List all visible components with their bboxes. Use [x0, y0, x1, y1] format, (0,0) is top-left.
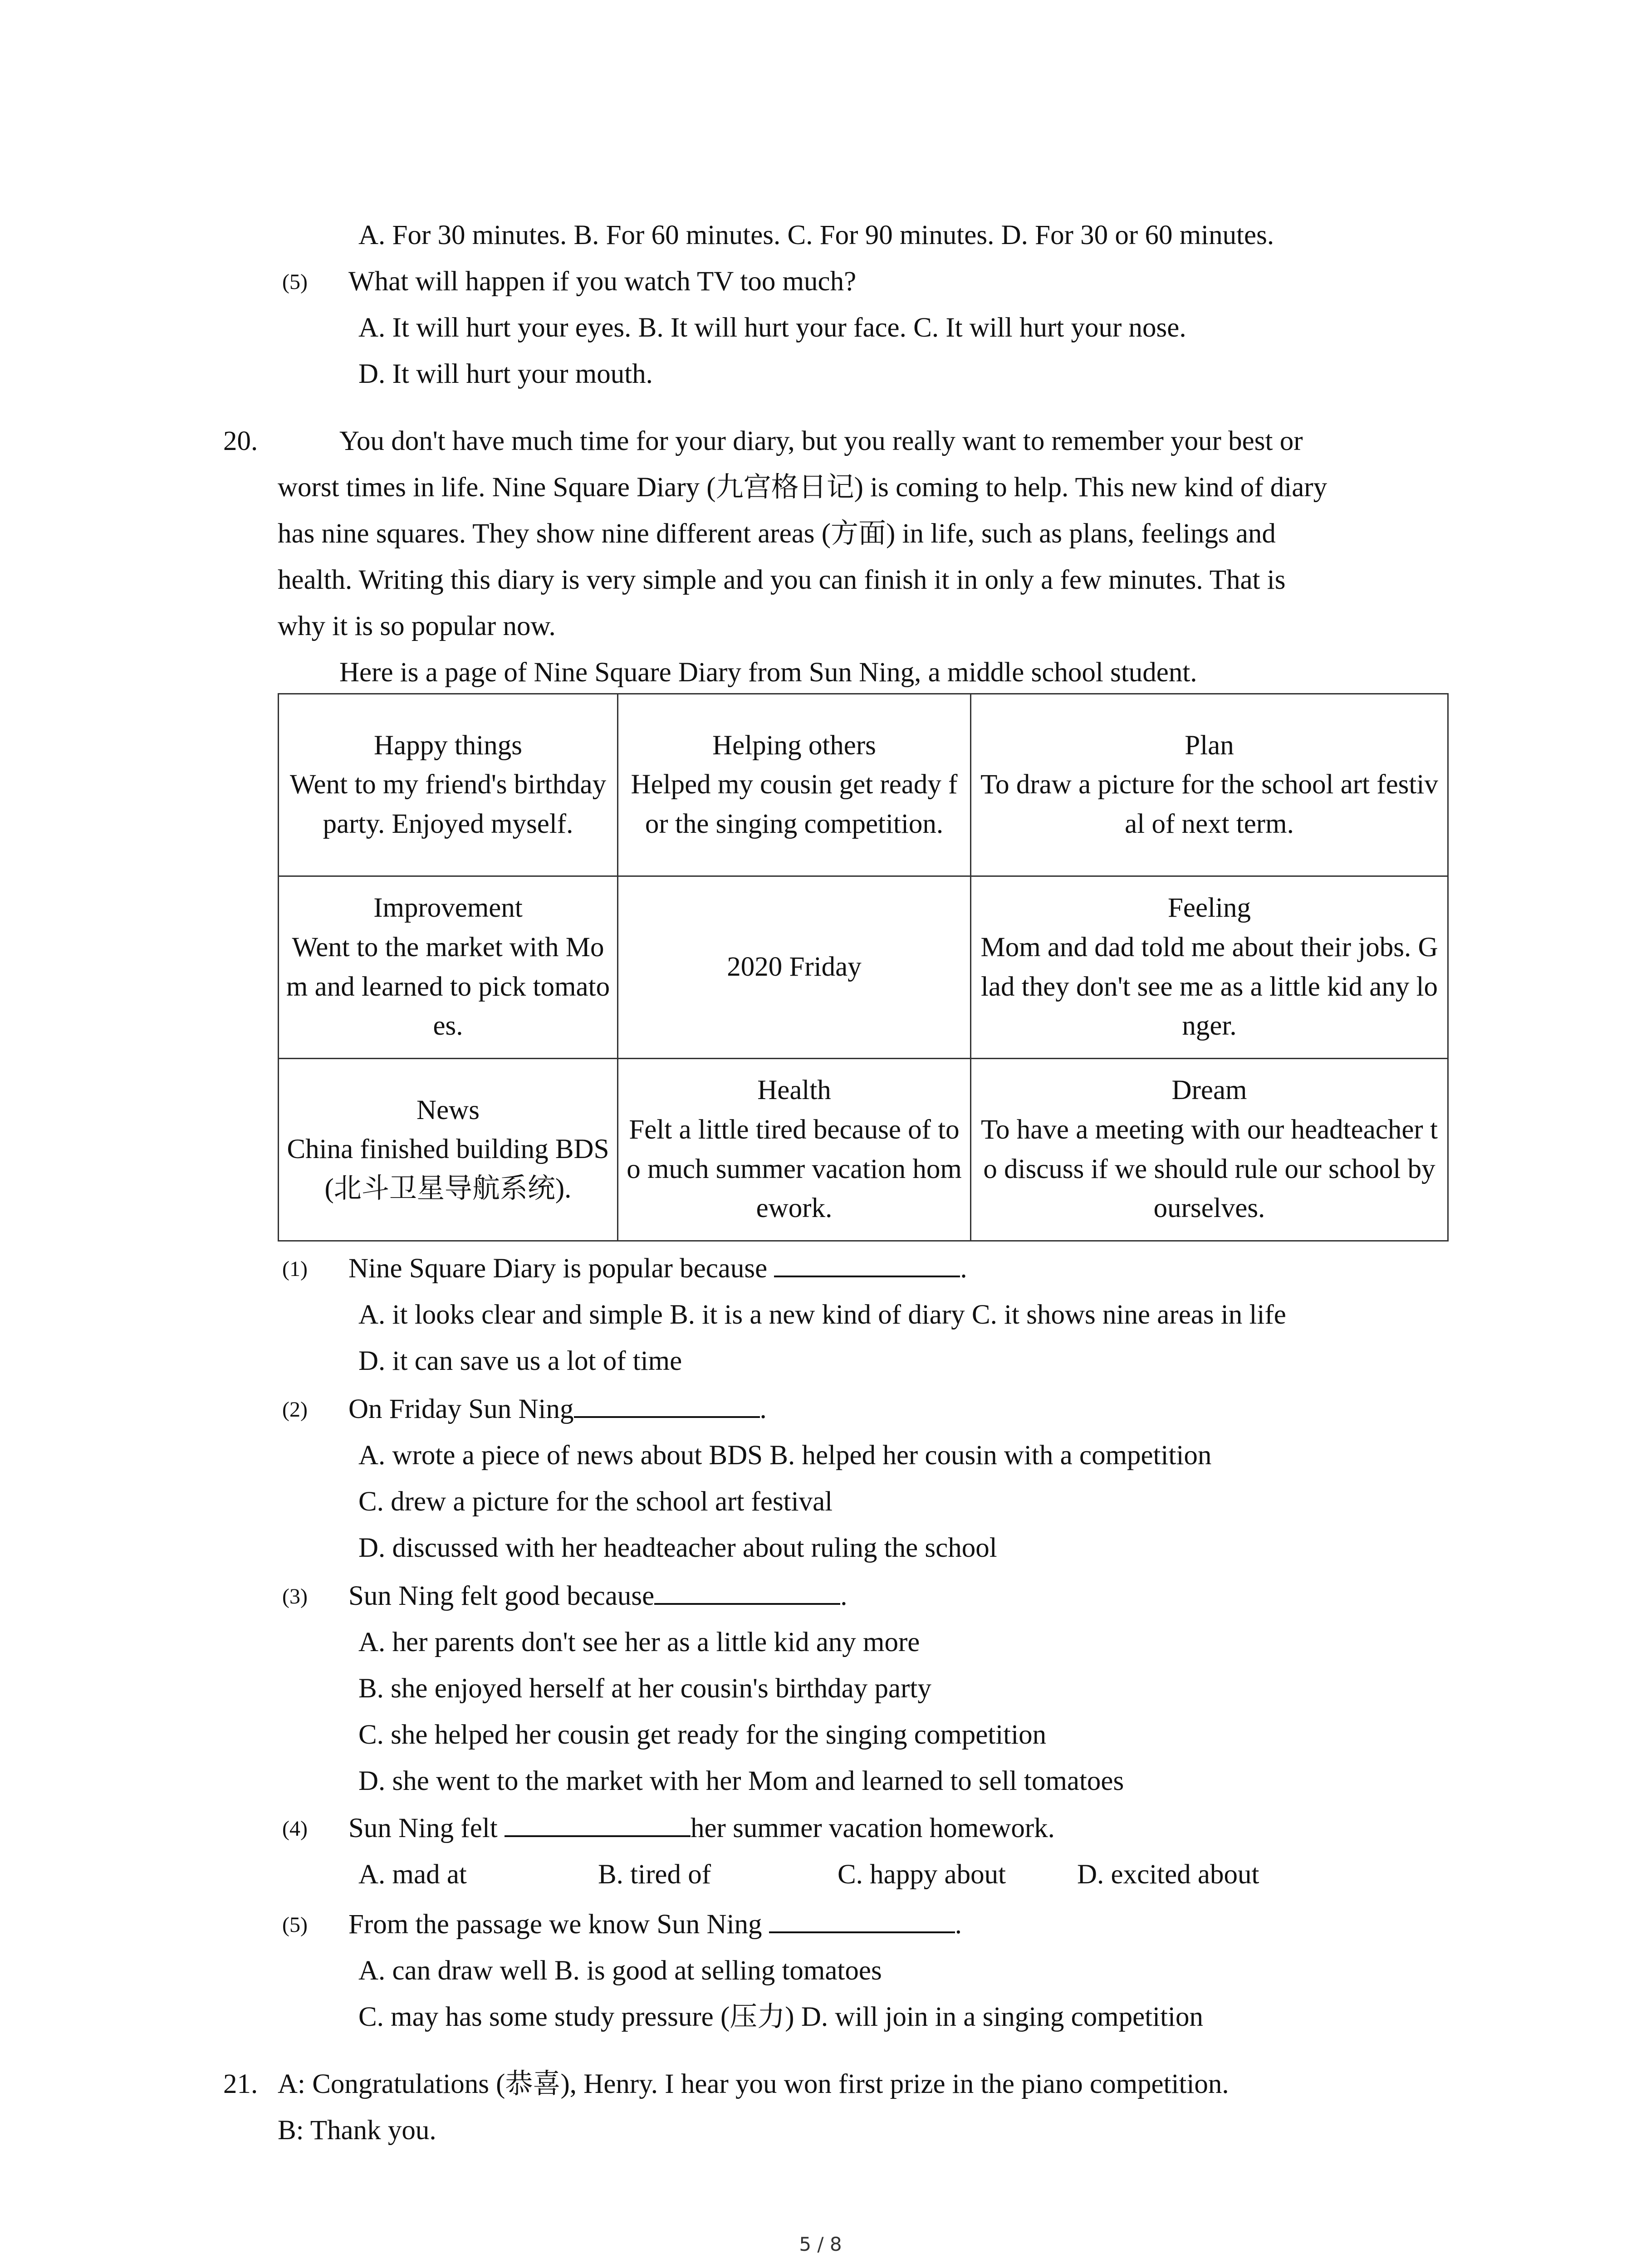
q20-5-options-line2: C. may has some study pressure (压力) D. will join in a singing competition [358, 2002, 1203, 2032]
answer-blank[interactable] [769, 1906, 955, 1933]
q20-1-options-line2: D. it can save us a lot of time [358, 1346, 682, 1376]
diary-cell-plan: Plan To draw a picture for the school art festival of next term. [971, 694, 1448, 876]
q19-5-stem: What will happen if you watch TV too much? [348, 266, 857, 297]
q20-1-number: (1) [282, 1257, 308, 1281]
diary-cell-dream: Dream To have a meeting with our headteacher to discuss if we should rule our school by ourselves. [971, 1059, 1448, 1241]
diary-cell-happy-things: Happy things Went to my friend's birthday party. Enjoyed myself. [279, 694, 618, 876]
q20-5-number: (5) [282, 1913, 308, 1937]
q20-3-option-a: A. her parents don't see her as a little kid any more [358, 1627, 920, 1657]
q20-3-number: (3) [282, 1584, 308, 1608]
diary-row [279, 876, 1448, 1059]
diary-cell-improvement: Improvement Went to the market with Mom and learned to pick tomatoes. [279, 876, 618, 1059]
answer-blank[interactable] [654, 1578, 840, 1605]
q20-5-stem: From the passage we know Sun Ning . [348, 1906, 962, 1943]
diary-cell-date: 2020 Friday [618, 876, 971, 1059]
diary-cell-feeling: Feeling Mom and dad told me about their jobs. Glad they don't see me as a little kid any longer. [971, 876, 1448, 1059]
q20-3-option-c: C. she helped her cousin get ready for the singing competition [358, 1720, 1047, 1750]
q20-3-option-b: B. she enjoyed herself at her cousin's birthday party [358, 1673, 931, 1704]
diary-row [279, 694, 1448, 876]
q20-para1-line3: has nine squares. They show nine different areas (方面) in life, such as plans, feelings and [278, 518, 1276, 549]
q20-para1-line5: why it is so popular now. [278, 611, 556, 641]
q20-1-options-line1: A. it looks clear and simple B. it is a new kind of diary C. it shows nine areas in life [358, 1300, 1286, 1330]
q20-para1-line4: health. Writing this diary is very simple and you can finish it in only a few minutes. That is [278, 565, 1286, 595]
q20-para1-line2: worst times in life. Nine Square Diary (九宫格日记) is coming to help. This new kind of diary [278, 472, 1327, 503]
q20-3-stem: Sun Ning felt good because . [348, 1578, 847, 1615]
q20-2-stem: On Friday Sun Ning . [348, 1391, 767, 1428]
q20-para1-line1: You don't have much time for your diary, but you really want to remember your best or [339, 426, 1303, 456]
diary-cell-helping-others: Helping others Helped my cousin get ready for the singing competition. [618, 694, 971, 876]
q20-number: 20. [223, 426, 258, 456]
q20-4-option-c: C. happy about [838, 1859, 1006, 1890]
q20-4-option-b: B. tired of [598, 1859, 711, 1890]
diary-cell-news: News China finished building BDS (北斗卫星导航系统). [279, 1059, 618, 1241]
q20-2-number: (2) [282, 1398, 308, 1422]
answer-blank[interactable] [774, 1250, 960, 1277]
q21-line-a: A: Congratulations (恭喜), Henry. I hear you won first prize in the piano competition. [278, 2069, 1229, 2099]
q21-number: 21. [223, 2069, 258, 2099]
q20-4-option-a: A. mad at [358, 1859, 467, 1890]
q19-5-options-line2: D. It will hurt your mouth. [358, 359, 653, 389]
q20-3-option-d: D. she went to the market with her Mom and learned to sell tomatoes [358, 1766, 1124, 1796]
q21-line-b: B: Thank you. [278, 2115, 436, 2146]
q19-5-number: (5) [282, 270, 308, 294]
diary-cell-health: Health Felt a little tired because of too much summer vacation homework. [618, 1059, 971, 1241]
q20-4-stem: Sun Ning felt her summer vacation homework. [348, 1810, 1055, 1847]
q19-5-options-line1: A. It will hurt your eyes. B. It will hurt your face. C. It will hurt your nose. [358, 313, 1186, 343]
q19-4-options: A. For 30 minutes. B. For 60 minutes. C. For 90 minutes. D. For 30 or 60 minutes. [358, 220, 1274, 250]
q20-para2: Here is a page of Nine Square Diary from Sun Ning, a middle school student. [339, 657, 1197, 688]
q20-4-option-d: D. excited about [1077, 1859, 1259, 1890]
q20-2-options-line2: C. drew a picture for the school art festival [358, 1486, 833, 1517]
q20-1-stem: Nine Square Diary is popular because . [348, 1250, 967, 1287]
page-number: 5 / 8 [799, 2233, 842, 2255]
q20-2-options-line3: D. discussed with her headteacher about ruling the school [358, 1533, 997, 1563]
q20-5-options-line1: A. can draw well B. is good at selling tomatoes [358, 1955, 882, 1986]
q20-4-number: (4) [282, 1817, 308, 1841]
diary-row [279, 1059, 1448, 1241]
answer-blank[interactable] [574, 1391, 760, 1418]
nine-square-diary-table [278, 693, 1449, 1242]
q20-2-options-line1: A. wrote a piece of news about BDS B. helped her cousin with a competition [358, 1440, 1212, 1471]
answer-blank[interactable] [505, 1810, 691, 1837]
